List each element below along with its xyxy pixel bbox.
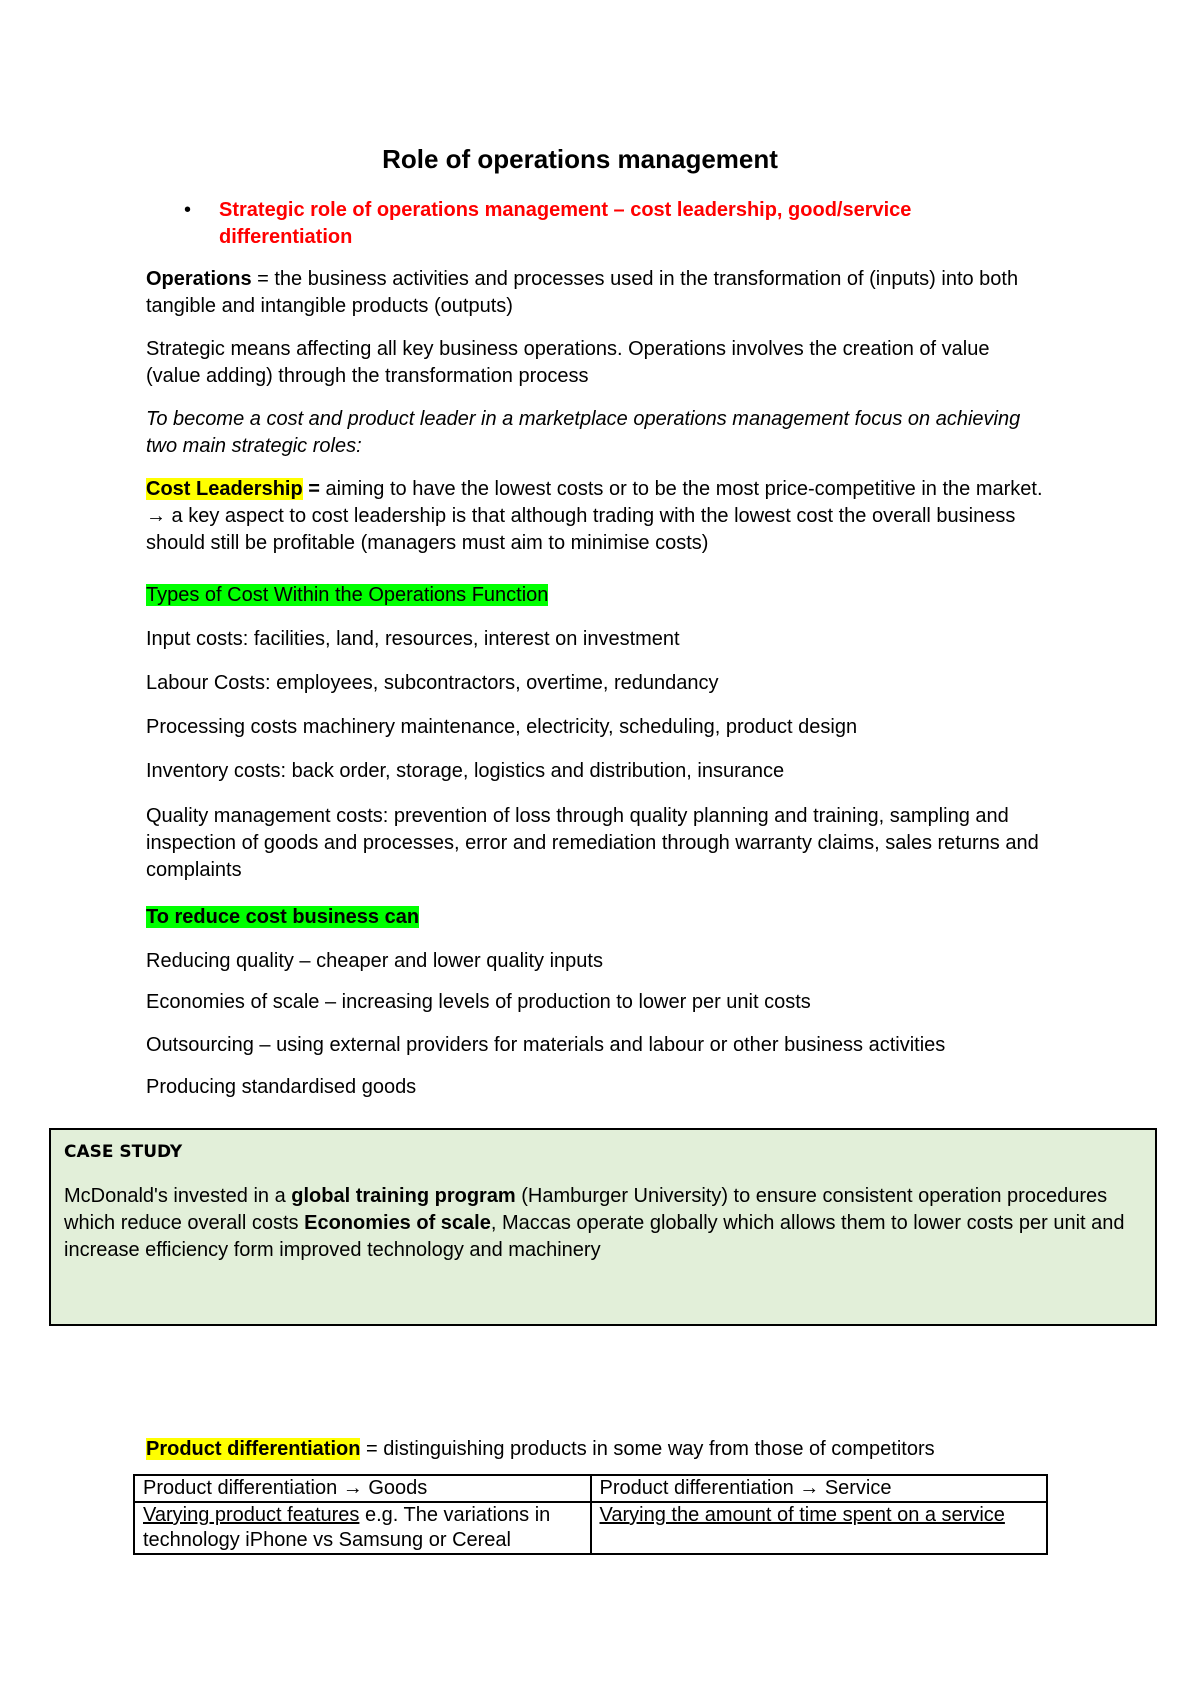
goods-example-text: e.g. The variations in technology iPhone vs Samsung or Cereal [143, 1504, 551, 1551]
goods-header-cell: Product differentiation → Goods [134, 1475, 591, 1502]
case-study-text [64, 1183, 1144, 1264]
case-study-title: CASE STUDY [64, 1142, 183, 1162]
product-differentiation-definition [146, 1436, 1046, 1463]
table-row [134, 1475, 1047, 1502]
cost-leadership-equals: = [302, 478, 320, 500]
reduce-cost-heading-text: To reduce cost business can [146, 906, 420, 928]
product-differentiation-term: Product differentiation [146, 1438, 361, 1460]
operations-definition-text: = the business activities and processes used in the transformation of (inputs) into both tangible and intangible products (outputs) [146, 268, 1019, 317]
types-of-cost-heading [146, 582, 1046, 609]
service-header-cell: Product differentiation → Service [591, 1475, 1048, 1502]
case-study-box [49, 1128, 1157, 1326]
case-study-text-part: , Maccas operate globally which allows them to lower costs per unit and increase efficiency form improved technology and machinery [64, 1212, 1125, 1261]
strategic-role-bullet: Strategic role of operations management – cost leadership, good/service differentiation [219, 199, 912, 248]
reduce-cost-item: Reducing quality – cheaper and lower quality inputs [146, 950, 603, 972]
service-underlined-text: Varying the amount of time spent on a service [599, 1504, 1005, 1526]
table-row [134, 1502, 1047, 1554]
goods-underlined-text: Varying product features [143, 1504, 360, 1526]
case-study-text-part: McDonald's invested in a [64, 1185, 292, 1207]
case-study-bold: Economies of scale [304, 1212, 491, 1234]
cost-leadership-term: Cost Leadership [146, 478, 303, 500]
goods-cell [134, 1502, 591, 1554]
cost-type-item: Quality management costs: prevention of loss through quality planning and training, sampling and inspection of goods and processes, error and remediation through warranty claims, sales returns and complaints [146, 805, 1039, 881]
cost-type-item: Input costs: facilities, land, resources, interest on investment [146, 628, 680, 650]
cost-type-item: Inventory costs: back order, storage, logistics and distribution, insurance [146, 760, 785, 782]
types-of-cost-heading-text: Types of Cost Within the Operations Function [146, 584, 549, 606]
reduce-cost-item: Economies of scale – increasing levels of production to lower per unit costs [146, 991, 811, 1013]
service-cell [591, 1502, 1048, 1554]
case-study-bold: global training program [291, 1185, 516, 1207]
cost-leadership-definition [146, 476, 1046, 557]
reduce-cost-item: Outsourcing – using external providers for materials and labour or other business activities [146, 1034, 946, 1056]
strategic-paragraph: Strategic means affecting all key business operations. Operations involves the creation of value (value adding) through the transformation process [146, 338, 990, 387]
page-title: Role of operations management [382, 144, 778, 174]
product-differentiation-table [133, 1474, 1048, 1555]
reduce-cost-item: Producing standardised goods [146, 1076, 417, 1098]
reduce-cost-heading [146, 904, 1046, 931]
cost-leadership-continuation: a key aspect to cost leadership is that although trading with the lowest cost the overall business should still be profitable (managers must aim to minimise costs) [146, 505, 1016, 554]
cost-leadership-text: aiming to have the lowest costs or to be the most price-competitive in the market. [319, 478, 1043, 500]
cost-type-item: Labour Costs: employees, subcontractors, overtime, redundancy [146, 672, 719, 694]
case-study-text-part: (Hamburger University) to ensure consistent operation procedures which reduce overall costs [64, 1185, 1108, 1234]
operations-term: Operations [146, 268, 252, 290]
bullet-marker: • [184, 199, 192, 221]
strategic-roles-intro: To become a cost and product leader in a marketplace operations management focus on achieving two main strategic roles: [146, 408, 1021, 457]
cost-type-item: Processing costs machinery maintenance, electricity, scheduling, product design [146, 716, 858, 738]
arrow-right-icon: → [146, 505, 166, 527]
operations-definition [146, 266, 1046, 320]
product-differentiation-text: = distinguishing products in some way from those of competitors [360, 1438, 935, 1460]
